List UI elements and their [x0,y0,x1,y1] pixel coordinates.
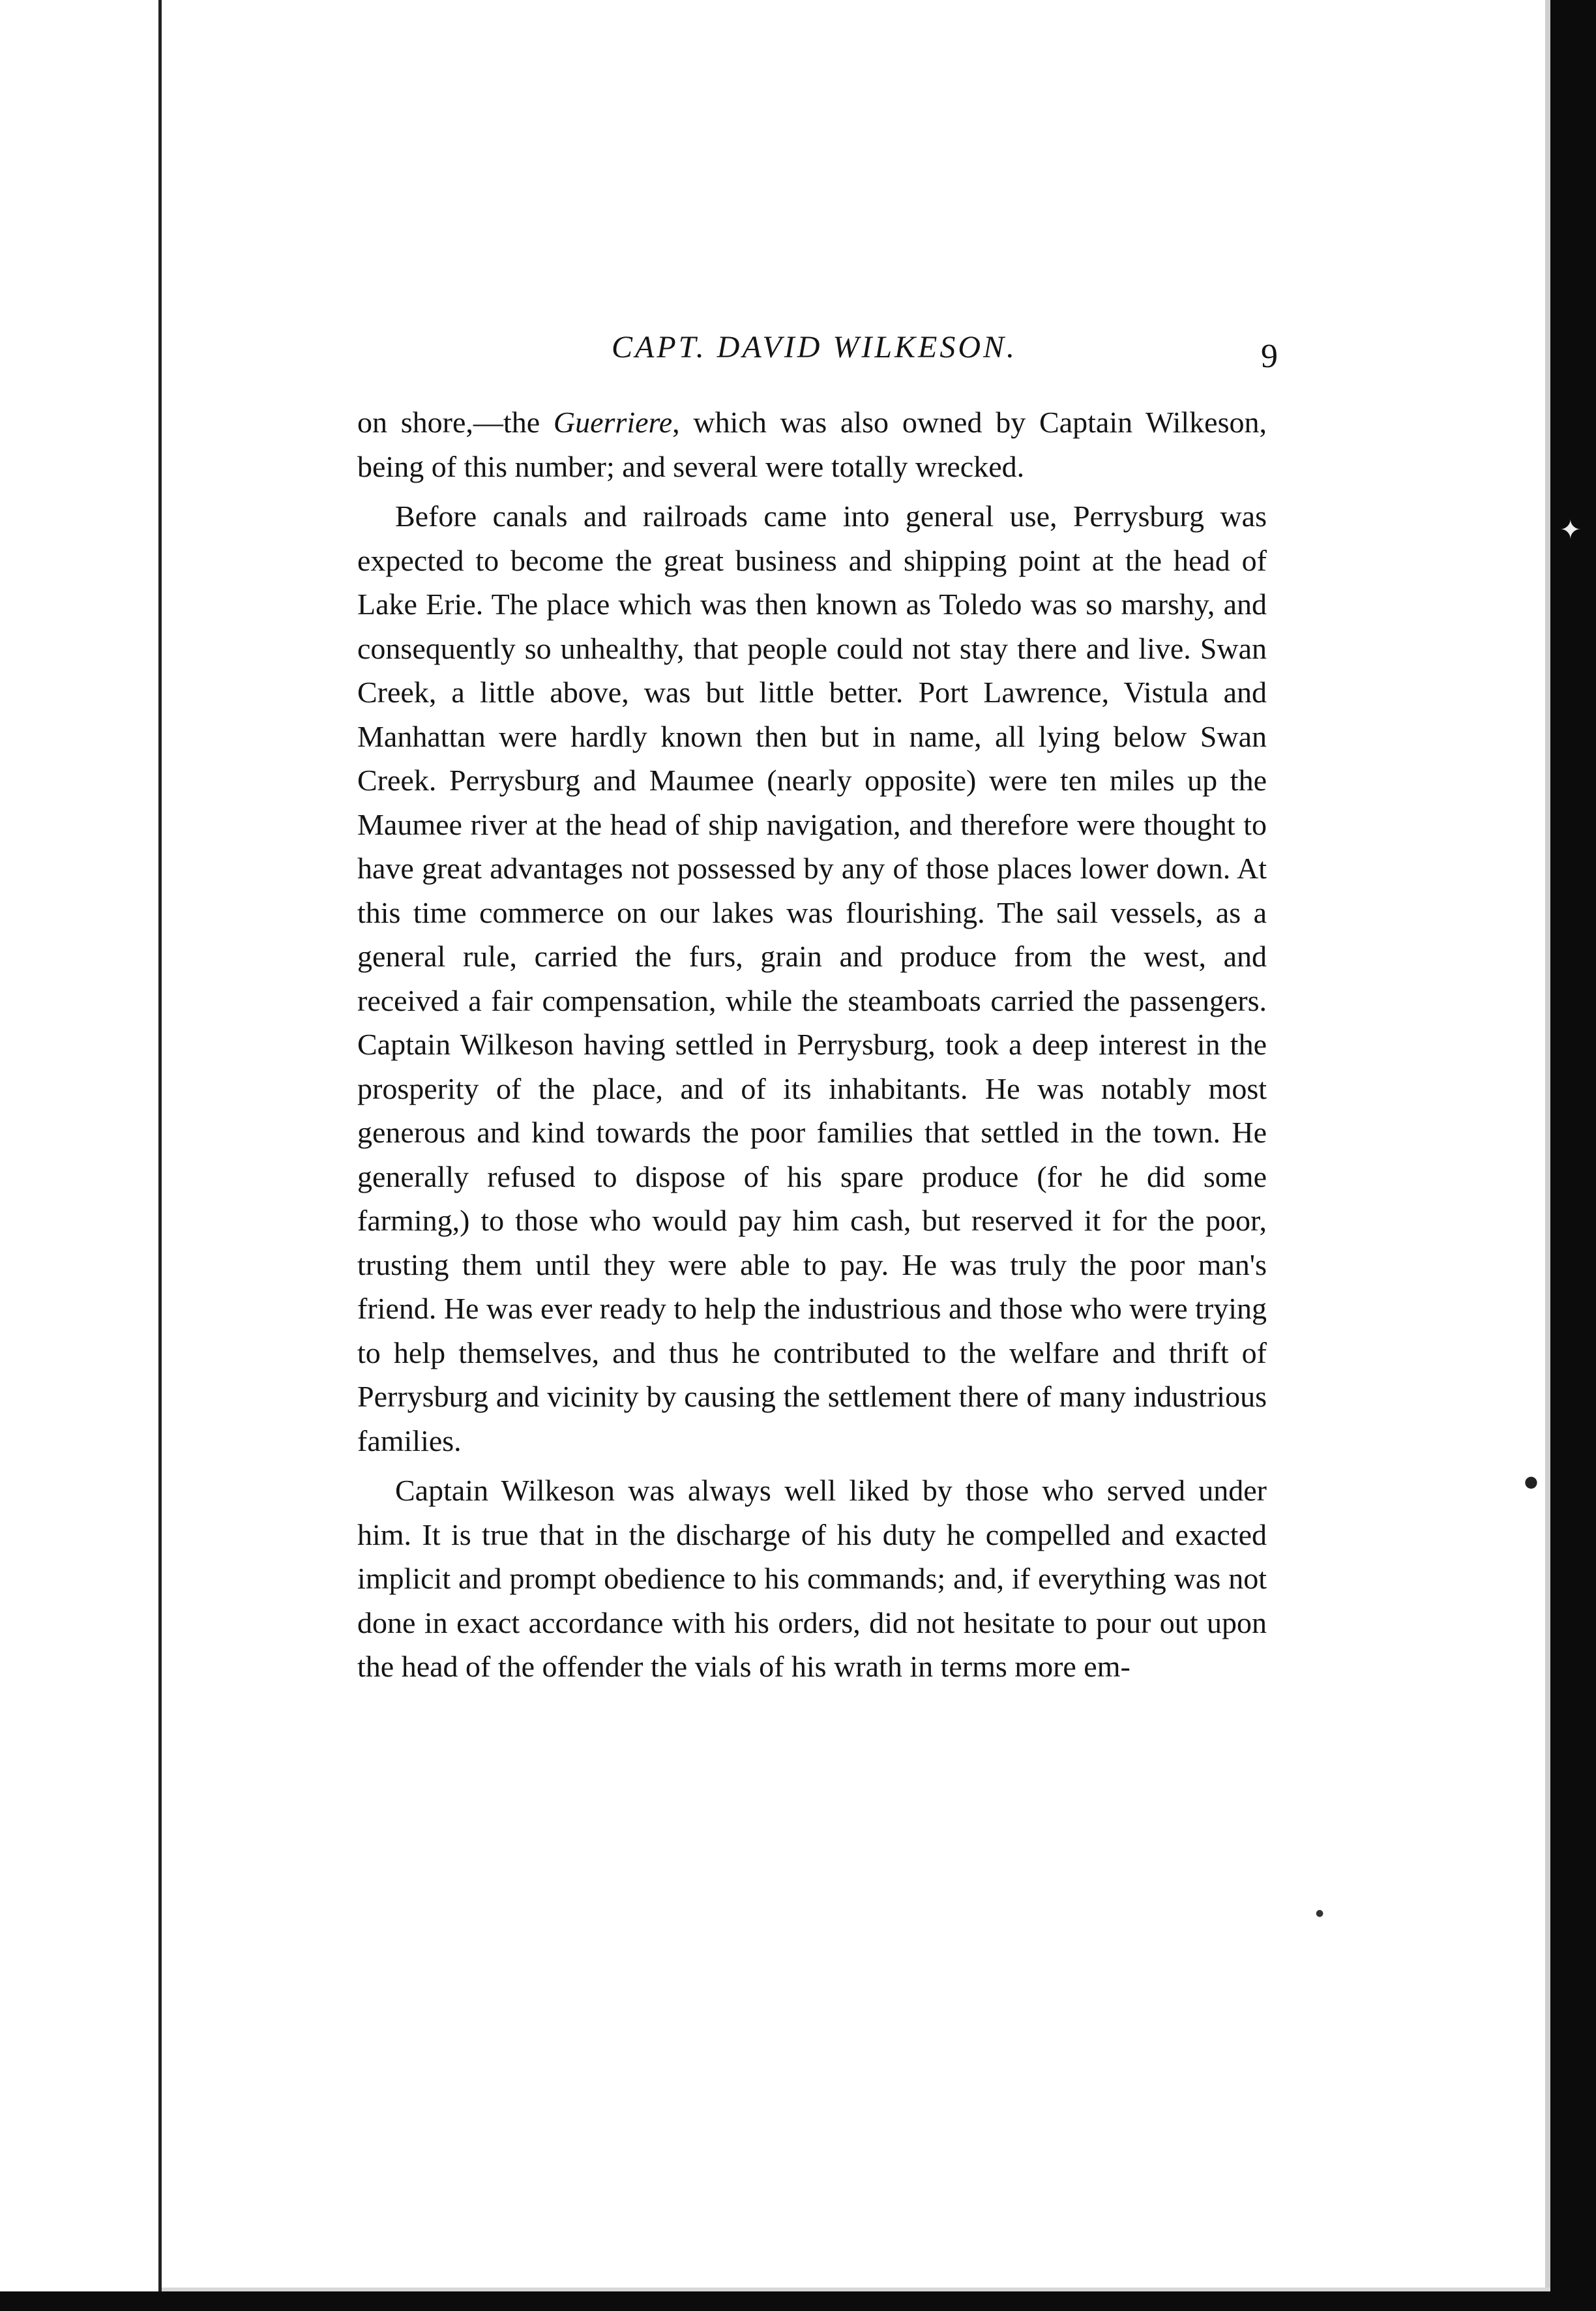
scan-border-right [1550,0,1596,2311]
paragraph-text: on shore,—the [357,406,554,439]
page-number: 9 [1261,338,1278,375]
margin-speck: ● [1316,1908,1324,1918]
paragraph: Before canals and railroads came into general use, Perrysburg was expected to become the great business and shipping point at the head of Lake Erie. The place which was then known as Toledo was so marshy, and consequently so unhealthy, that people could not stay there and live. Swan Creek, a little above, was but little better. Port Lawrence, Vistula and Manhattan were hardly known then but in name, all lying below Swan Creek. Perrysburg and Maumee (nearly opposite) were ten miles up the Maumee river at the head of ship navigation, and therefore were thought to have great advantages not possessed by any of those places lower down. At this time commerce on our lakes was flourishing. The sail vessels, as a general rule, carried the furs, grain and produce from the west, and received a fair compensation, while the steamboats carried the passengers. Captain Wilkeson having settled in Perrysburg, took a deep interest in the prosperity of the place, and of its inhabitants. He was notably most generous and kind towards the poor families that settled in the town. He generally refused to dispose of his spare produce (for he did some farming,) to those who would pay him cash, but reserved it for the poor, trusting them until they were able to pay. He was truly the poor man's friend. He was ever ready to help the industrious and those who were trying to help themselves, and thus he contributed to the welfare and thrift of Perrysburg and vicinity by causing the settlement there of many industrious families. [357,499,1267,1457]
running-head [357,329,1278,381]
running-title: CAPT. DAVID WILKESON. [612,330,1018,365]
ship-name: Guerriere [553,406,673,439]
margin-speck: ● [1524,1472,1538,1491]
gutter-line [158,0,162,2311]
margin-speck: ✦ [1559,515,1582,545]
paragraph: Captain Wilkeson was always well liked by those who served under him. It is true that in the discharge of his duty he compelled and exacted implicit and prompt obedience to his commands; and, if everything was not done in exact accordance with his orders, did not hesitate to pour out upon the head of the offender the vials of his wrath in terms more em- [357,1474,1267,1683]
paragraph [357,400,1267,488]
scan-border-bottom [0,2291,1596,2311]
page-edge-shadow [1545,0,1550,2311]
page-body [357,400,1267,1689]
paragraph-text: , which was also owned by Captain Wilkeson, being of this number; and several were totally wrecked. [357,406,1267,483]
